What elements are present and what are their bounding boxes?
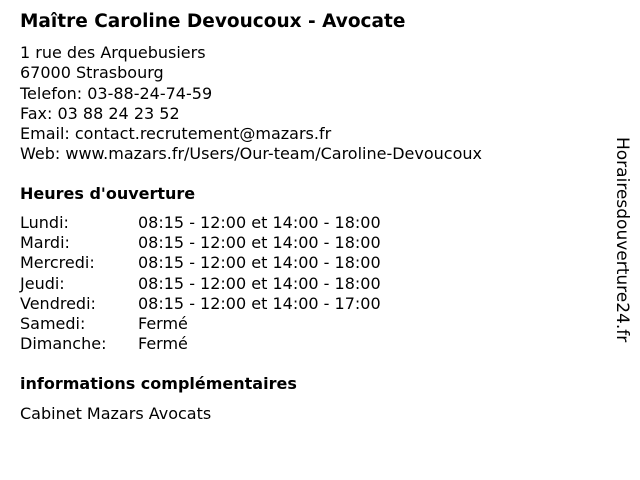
day-hours: 08:15 - 12:00 et 14:00 - 17:00: [138, 293, 381, 313]
page-title: Maître Caroline Devoucoux - Avocate: [20, 11, 406, 32]
day-label: Vendredi:: [20, 293, 96, 313]
day-label: Mercredi:: [20, 253, 95, 273]
web-line: Web: www.mazars.fr/Users/Our-team/Caroline-Devoucoux: [20, 144, 482, 164]
day-label: Dimanche:: [20, 334, 107, 354]
hours-row-tuesday: [20, 233, 381, 253]
hours-row-monday: [20, 213, 381, 233]
address-street: 1 rue des Arquebusiers: [20, 43, 206, 62]
opening-hours-heading: Heures d'ouverture: [20, 184, 196, 203]
day-label: Lundi:: [20, 213, 69, 232]
email-line: Email: contact.recrutement@mazars.fr: [20, 124, 332, 144]
day-hours: Fermé: [138, 314, 188, 334]
day-hours: Fermé: [138, 334, 188, 354]
day-label: Jeudi:: [20, 273, 65, 293]
day-hours: 08:15 - 12:00 et 14:00 - 18:00: [138, 213, 381, 232]
address-city: 67000 Strasbourg: [20, 63, 164, 83]
phone-line: Telefon: 03-88-24-74-59: [20, 83, 213, 103]
opening-hours-table: [20, 213, 381, 354]
additional-info-heading: informations complémentaires: [20, 374, 297, 393]
day-hours: 08:15 - 12:00 et 14:00 - 18:00: [138, 273, 381, 293]
hours-row-friday: [20, 294, 381, 314]
fax-line: Fax: 03 88 24 23 52: [20, 103, 180, 123]
site-watermark: Horairesdouverture24.fr: [612, 137, 632, 343]
hours-row-thursday: [20, 274, 381, 294]
hours-row-saturday: [20, 314, 381, 334]
day-label: Samedi:: [20, 314, 86, 334]
additional-info-text: Cabinet Mazars Avocats: [20, 404, 212, 423]
hours-row-wednesday: [20, 253, 381, 273]
day-hours: 08:15 - 12:00 et 14:00 - 18:00: [138, 253, 381, 273]
day-hours: 08:15 - 12:00 et 14:00 - 18:00: [138, 233, 381, 253]
hours-row-sunday: [20, 334, 381, 354]
contact-block: [20, 43, 482, 165]
day-label: Mardi:: [20, 233, 70, 253]
